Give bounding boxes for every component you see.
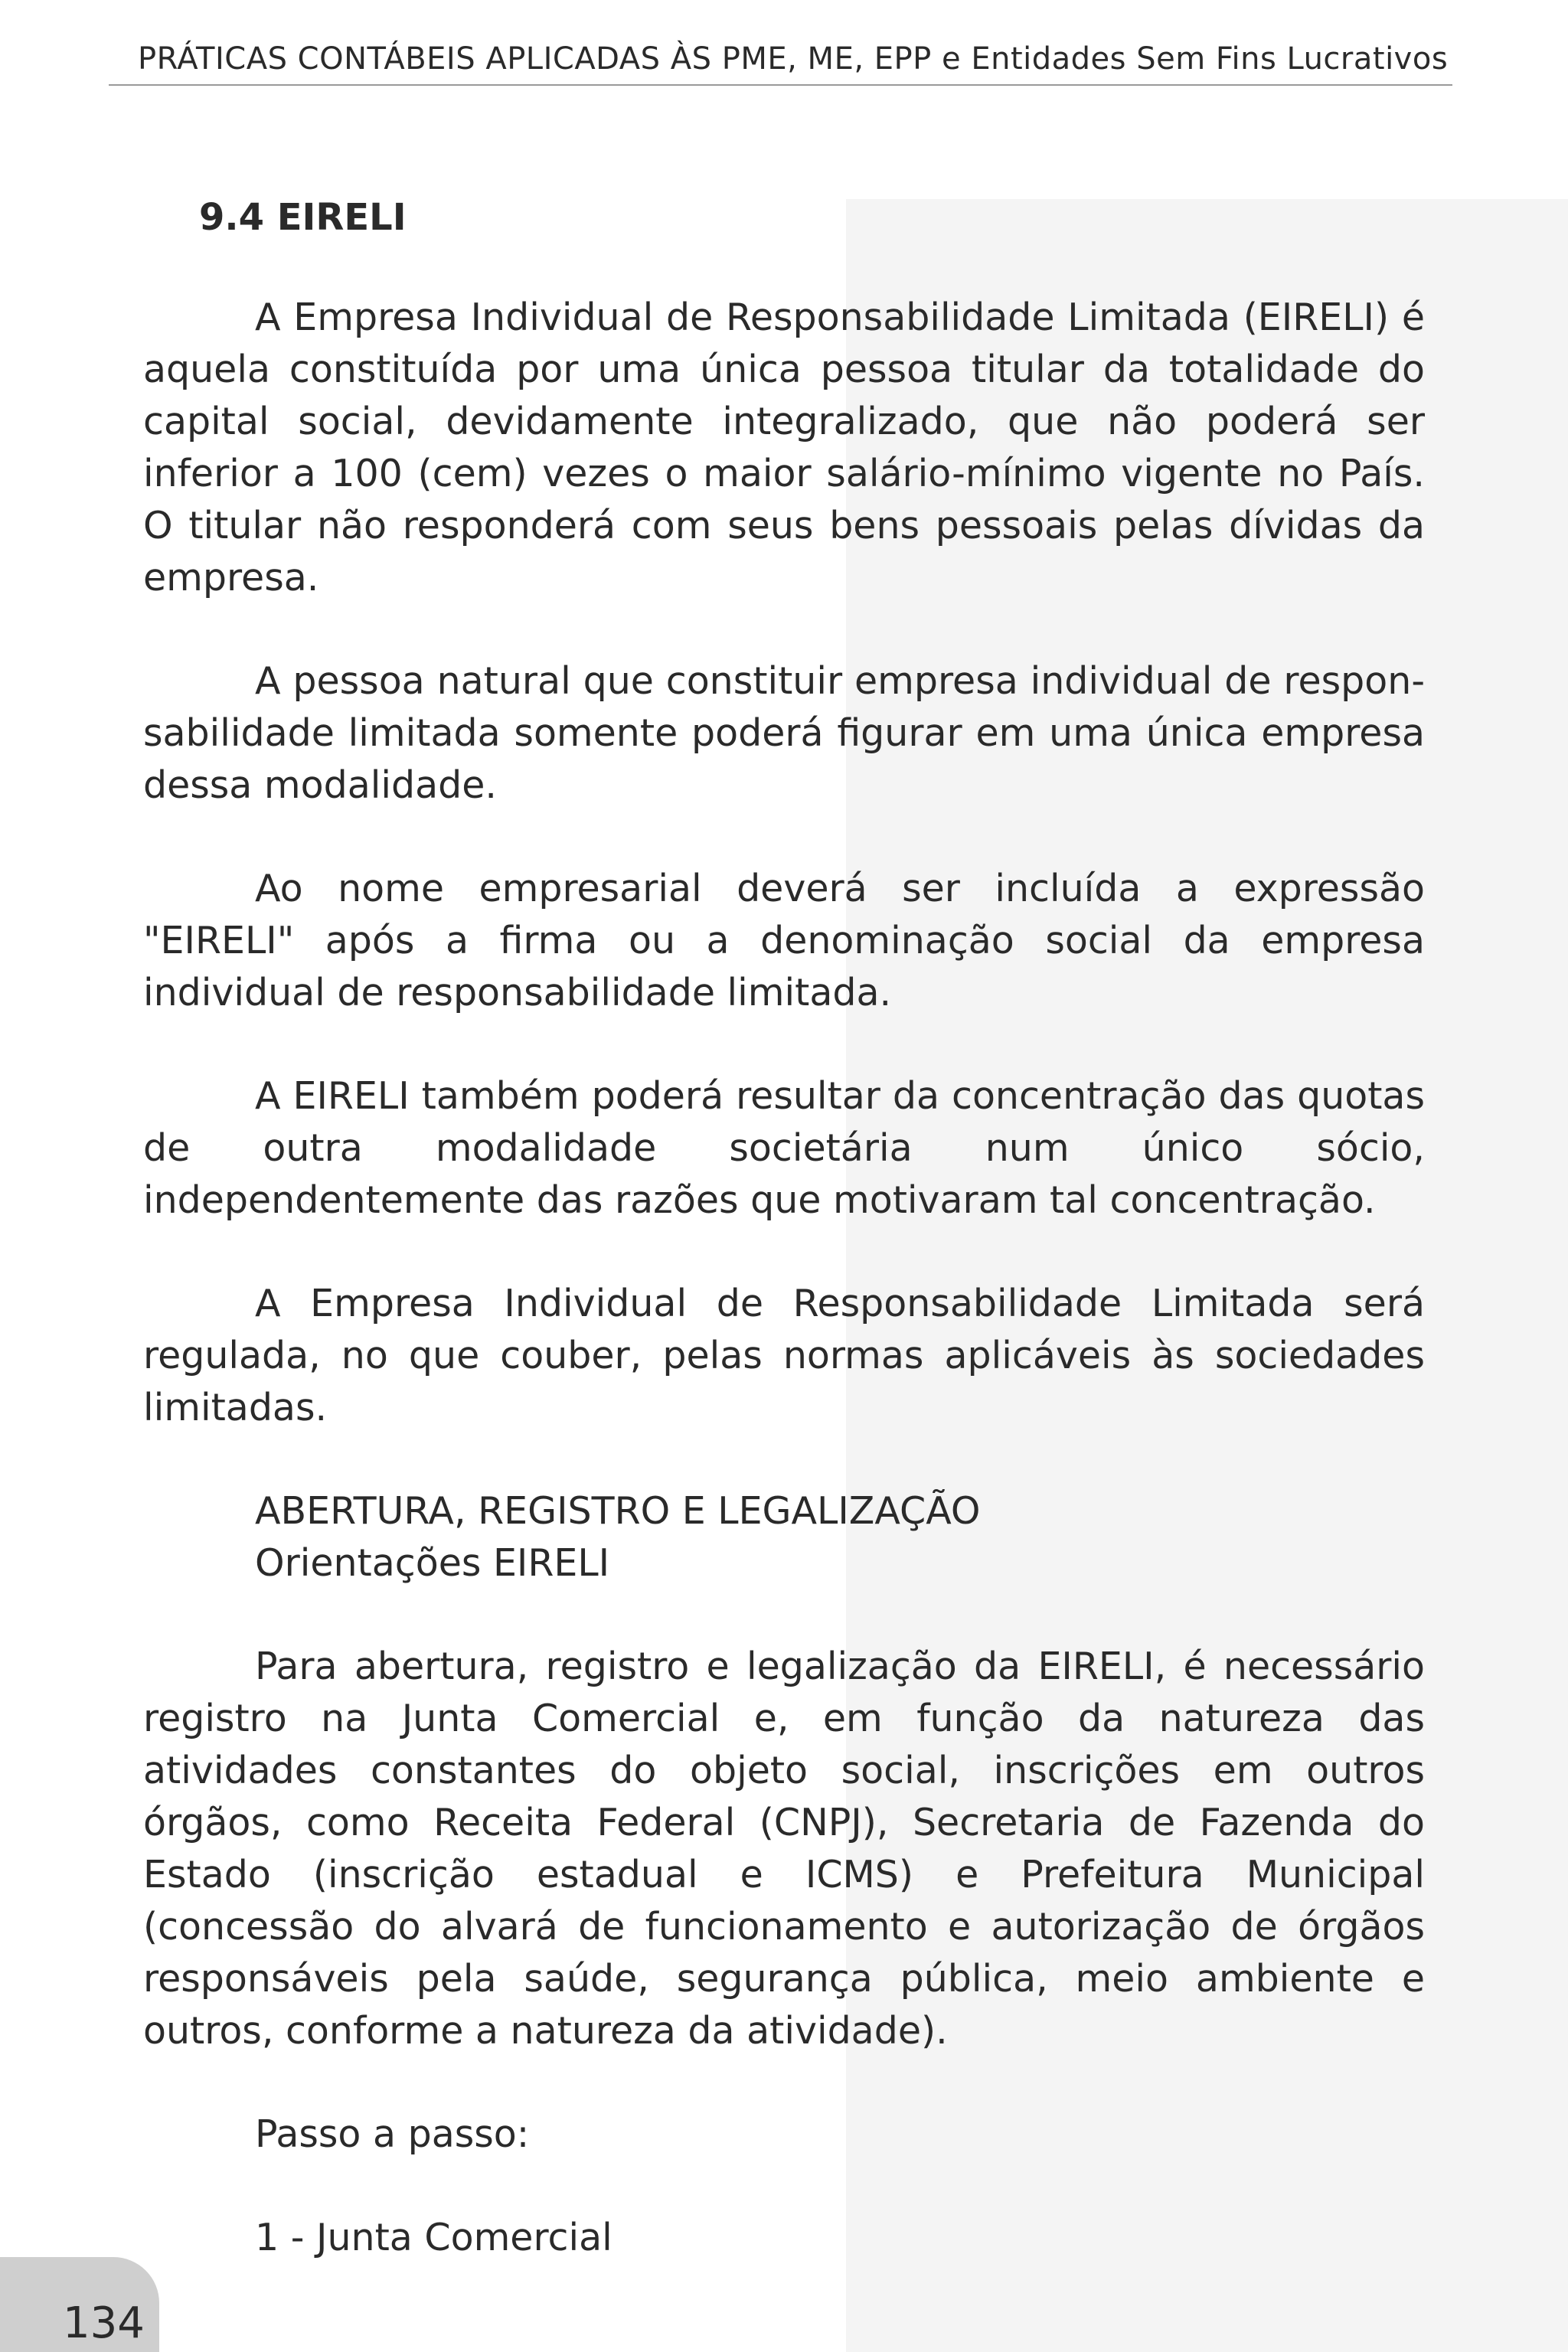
step-1: 1 - Junta Comercial bbox=[255, 2216, 612, 2259]
page-number: 134 bbox=[63, 2298, 145, 2348]
paragraph-eireli-definition: A Empresa Individual de Responsabilidade Limitada (EIRELI) é aquela constituída por uma única pessoa titular da totalidade do capital social, devidamente integralizado, que não poderá ser inferior a 100 (cem) vezes o maior salário-mínimo vigente no País. O titular não responderá com seus bens pessoais pelas dívidas da empresa. bbox=[143, 296, 1425, 599]
subheading-opening: ABERTURA, REGISTRO E LEGALIZAÇÃO bbox=[255, 1489, 981, 1533]
running-header: PRÁTICAS CONTÁBEIS APLICADAS ÀS PME, ME, EPP e Entidades Sem Fins Lucrativos bbox=[138, 41, 1449, 77]
paragraph-natural-person: A pessoa natural que constituir empresa individual de responsabilidade limitada somente poderá figurar em uma única empresa dessa modalidade. bbox=[143, 659, 1425, 807]
subheading-guidelines: Orientações EIRELI bbox=[255, 1541, 610, 1585]
paragraph-quota-concentration: A EIRELI também poderá resultar da concentração das quotas de outra modalidade societária num único sócio, independentemente das razões que motivaram tal concentração. bbox=[143, 1074, 1425, 1222]
paragraph-registration: Para abertura, registro e legalização da EIRELI, é necessário registro na Junta Comercial e, em função da natureza das atividades constantes do objeto social, inscrições em outros órgãos, como Receita Federal (CNPJ), Secretaria de Fazenda do Estado (inscrição estadual e ICMS) e Prefeitura Municipal (concessão do alvará de funcionamento e autorização de órgãos responsáveis pela saúde, segurança pública, meio ambiente e outros, conforme a natureza da atividade). bbox=[143, 1645, 1425, 2053]
page-body bbox=[143, 191, 1425, 2315]
section-title: 9.4 EIRELI bbox=[199, 196, 407, 239]
paragraph-business-name: Ao nome empresarial deverá ser incluída a expressão "EIRELI" após a firma ou a denominação social da empresa individual de responsabilidade limitada. bbox=[143, 867, 1425, 1014]
header-divider bbox=[109, 84, 1452, 86]
paragraph-regulation: A Empresa Individual de Responsabilidade Limitada será regulada, no que couber, pelas normas aplicáveis às sociedades limitadas. bbox=[143, 1282, 1425, 1429]
subheading-block bbox=[255, 1485, 1425, 1589]
step-intro: Passo a passo: bbox=[255, 2112, 530, 2156]
